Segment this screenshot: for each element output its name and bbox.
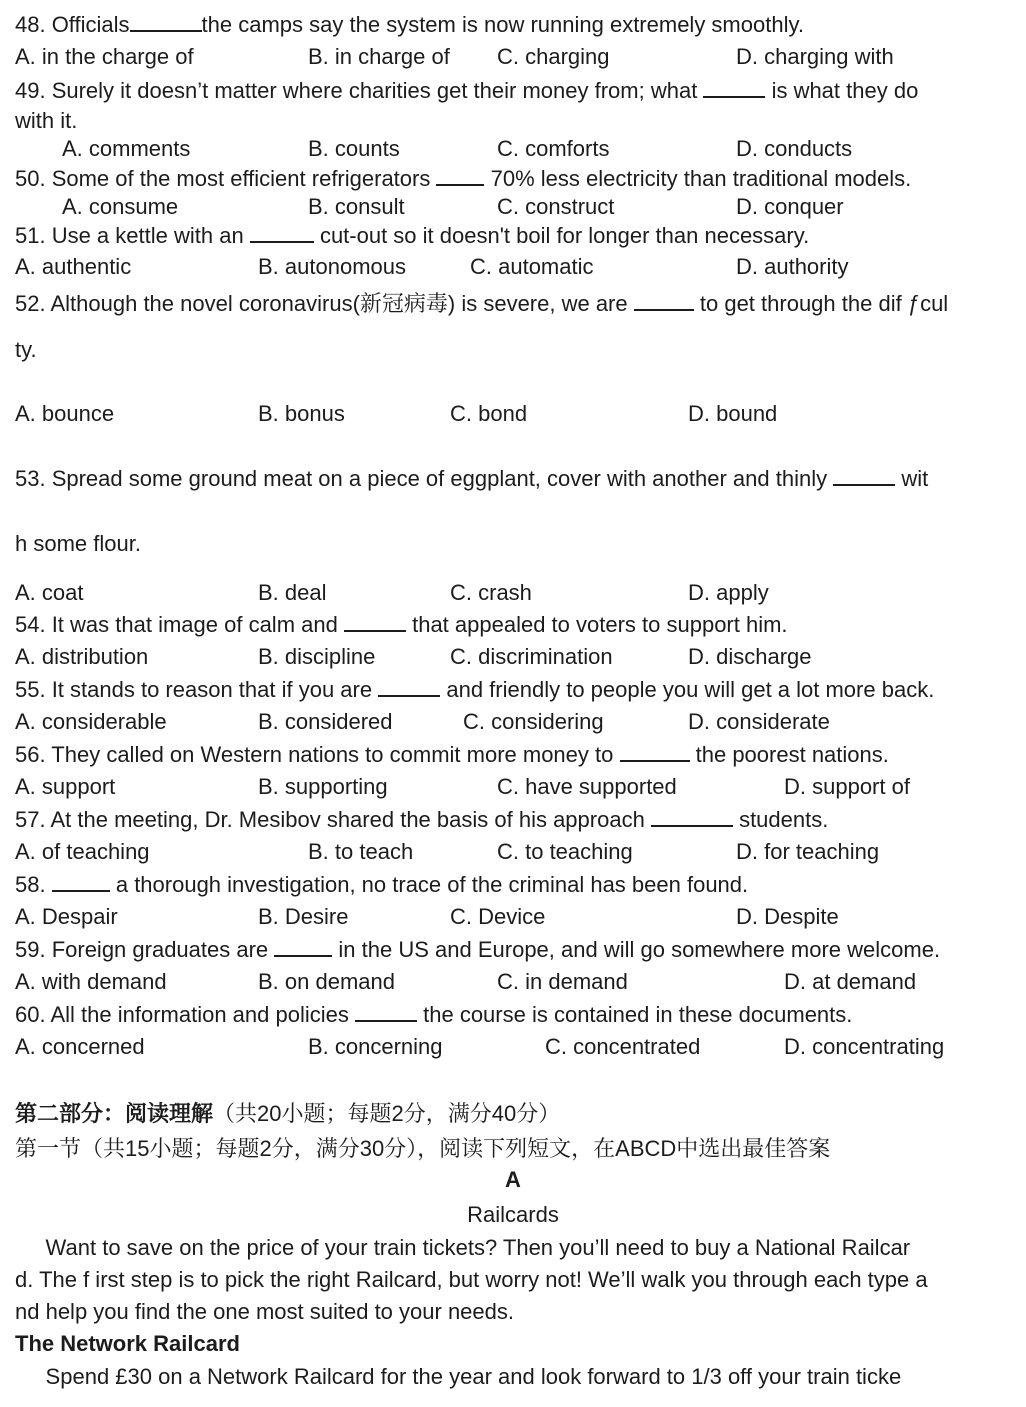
option-48-d[interactable]: D. charging with	[736, 44, 894, 69]
option-55-a[interactable]: A. considerable	[15, 709, 167, 734]
passage-line: Want to save on the price of your train tickets? Then you’ll need to buy a National Railcar	[15, 1235, 911, 1260]
option-60-c[interactable]: C. concentrated	[545, 1034, 701, 1059]
option-55-c[interactable]: C. considering	[463, 709, 604, 734]
option-51-b[interactable]: B. autonomous	[258, 254, 406, 279]
option-49-b[interactable]: B. counts	[308, 136, 400, 161]
question-56: 56. They called on Western nations to commit more money to the poorest nations.	[15, 742, 889, 767]
part2-title: 第二部分：阅读理解（共20小题；每题2分，满分40分）	[15, 1101, 561, 1126]
option-56-a[interactable]: A. support	[15, 774, 116, 799]
option-58-b[interactable]: B. Desire	[258, 904, 349, 929]
question-59: 59. Foreign graduates are in the US and Europe, and will go somewhere more welcome.	[15, 937, 941, 962]
section-1-instructions: 第一节（共15小题；每题2分，满分30分），阅读下列短文，在ABCD中选出最佳答案	[15, 1136, 831, 1161]
option-51-d[interactable]: D. authority	[736, 254, 849, 279]
option-57-d[interactable]: D. for teaching	[736, 839, 880, 864]
option-59-b[interactable]: B. on demand	[258, 969, 395, 994]
option-59-c[interactable]: C. in demand	[497, 969, 628, 994]
option-60-b[interactable]: B. concerning	[308, 1034, 443, 1059]
option-55-d[interactable]: D. considerate	[688, 709, 830, 734]
option-56-d[interactable]: D. support of	[784, 774, 910, 799]
question-53-cont: h some flour.	[15, 531, 141, 556]
option-52-c[interactable]: C. bond	[450, 401, 528, 426]
option-51-c[interactable]: C. automatic	[470, 254, 594, 279]
option-58-d[interactable]: D. Despite	[736, 904, 839, 929]
question-51: 51. Use a kettle with an cut-out so it doesn't boil for longer than necessary.	[15, 223, 810, 248]
option-53-a[interactable]: A. coat	[15, 580, 84, 605]
option-53-c[interactable]: C. crash	[450, 580, 532, 605]
option-52-d[interactable]: D. bound	[688, 401, 778, 426]
option-54-d[interactable]: D. discharge	[688, 644, 812, 669]
option-54-b[interactable]: B. discipline	[258, 644, 376, 669]
passage-line: nd help you find the one most suited to your needs.	[15, 1299, 514, 1324]
option-50-c[interactable]: C. construct	[497, 194, 615, 219]
option-53-d[interactable]: D. apply	[688, 580, 769, 605]
passage-line: d. The f irst step is to pick the right Railcard, but worry not! We’ll walk you through each type a	[15, 1267, 928, 1292]
option-56-c[interactable]: C. have supported	[497, 774, 677, 799]
option-52-a[interactable]: A. bounce	[15, 401, 115, 426]
option-49-d[interactable]: D. conducts	[736, 136, 853, 161]
question-54: 54. It was that image of calm and that appealed to voters to support him.	[15, 612, 788, 637]
question-60: 60. All the information and policies the course is contained in these documents.	[15, 1002, 853, 1027]
passage-line: Spend £30 on a Network Railcard for the year and look forward to 1/3 off your train ticke	[15, 1364, 902, 1389]
question-50: 50. Some of the most efficient refrigerators 70% less electricity than traditional models.	[15, 166, 912, 191]
option-51-a[interactable]: A. authentic	[15, 254, 132, 279]
passage-letter: A	[505, 1167, 521, 1192]
option-50-b[interactable]: B. consult	[308, 194, 405, 219]
option-57-b[interactable]: B. to teach	[308, 839, 414, 864]
option-57-a[interactable]: A. of teaching	[15, 839, 150, 864]
option-50-a[interactable]: A. consume	[62, 194, 179, 219]
option-48-c[interactable]: C. charging	[497, 44, 610, 69]
question-49-cont: with it.	[15, 108, 78, 133]
option-56-b[interactable]: B. supporting	[258, 774, 388, 799]
question-53: 53. Spread some ground meat on a piece of eggplant, cover with another and thinly wit	[15, 466, 929, 491]
option-60-a[interactable]: A. concerned	[15, 1034, 145, 1059]
option-59-a[interactable]: A. with demand	[15, 969, 167, 994]
option-59-d[interactable]: D. at demand	[784, 969, 917, 994]
question-58: 58. a thorough investigation, no trace of the criminal has been found.	[15, 872, 749, 897]
option-49-c[interactable]: C. comforts	[497, 136, 610, 161]
question-52-cont: ty.	[15, 337, 37, 362]
question-49: 49. Surely it doesn’t matter where charities get their money from; what is what they do	[15, 78, 919, 103]
question-55: 55. It stands to reason that if you are and friendly to people you will get a lot more back.	[15, 677, 935, 702]
option-54-c[interactable]: C. discrimination	[450, 644, 613, 669]
option-50-d[interactable]: D. conquer	[736, 194, 844, 219]
option-57-c[interactable]: C. to teaching	[497, 839, 633, 864]
option-58-c[interactable]: C. Device	[450, 904, 546, 929]
question-57: 57. At the meeting, Dr. Mesibov shared the basis of his approach students.	[15, 807, 829, 832]
option-53-b[interactable]: B. deal	[258, 580, 327, 605]
option-54-a[interactable]: A. distribution	[15, 644, 149, 669]
option-55-b[interactable]: B. considered	[258, 709, 393, 734]
passage-heading: The Network Railcard	[15, 1331, 240, 1356]
option-48-a[interactable]: A. in the charge of	[15, 44, 194, 69]
passage-title: Railcards	[467, 1202, 559, 1227]
option-48-b[interactable]: B. in charge of	[308, 44, 450, 69]
option-60-d[interactable]: D. concentrating	[784, 1034, 945, 1059]
option-52-b[interactable]: B. bonus	[258, 401, 345, 426]
option-49-a[interactable]: A. comments	[62, 136, 191, 161]
option-58-a[interactable]: A. Despair	[15, 904, 118, 929]
question-48: 48. Officials the camps say the system is now running extremely smoothly.	[15, 12, 804, 37]
question-52: 52. Although the novel coronavirus(新冠病毒) is severe, we are to get through the dif ƒcul	[15, 291, 949, 316]
